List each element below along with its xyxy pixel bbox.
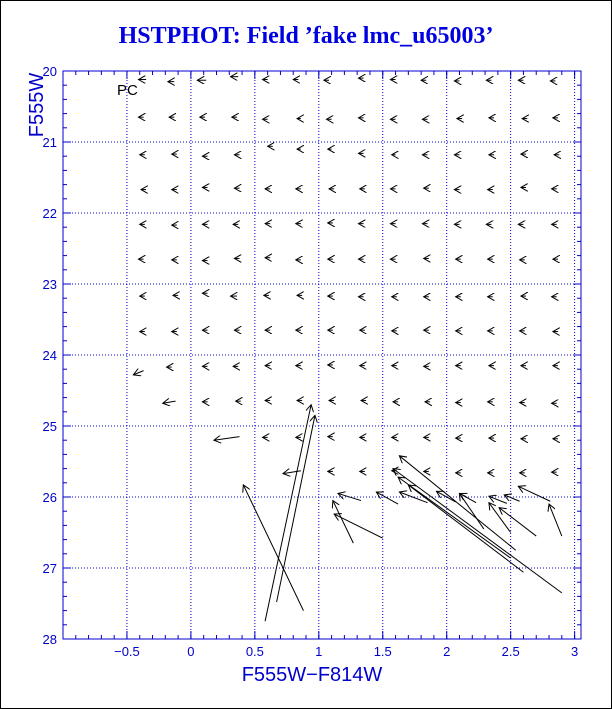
vector-plot bbox=[1, 1, 611, 708]
vector-arrow bbox=[283, 471, 301, 474]
y-tick-label: 27 bbox=[42, 561, 57, 576]
y-tick-label: 22 bbox=[42, 206, 57, 221]
vector-arrow bbox=[459, 493, 476, 502]
vector-arrow bbox=[214, 437, 240, 441]
x-tick-label: 1 bbox=[315, 644, 323, 659]
vector-arrow bbox=[489, 503, 511, 533]
vector-arrow bbox=[398, 477, 511, 558]
y-tick-label: 28 bbox=[42, 632, 57, 647]
vector-arrow bbox=[504, 495, 519, 501]
vector-arrow bbox=[499, 508, 536, 536]
x-tick-label: 0 bbox=[187, 644, 195, 659]
vector-arrow bbox=[277, 415, 315, 602]
chart-title: HSTPHOT: Field ’fake lmc_u65003’ bbox=[118, 23, 494, 49]
x-tick-label: 2 bbox=[443, 644, 451, 659]
vector-arrow bbox=[408, 485, 523, 572]
grid-lines bbox=[63, 71, 581, 639]
vector-arrow bbox=[518, 486, 550, 501]
axis-labels bbox=[26, 73, 382, 686]
y-tick-label: 20 bbox=[42, 64, 57, 79]
axis-ticks bbox=[43, 64, 581, 659]
vector-arrow bbox=[163, 401, 176, 403]
x-tick-label: 0.5 bbox=[245, 644, 264, 659]
x-tick-label: −0.5 bbox=[114, 644, 140, 659]
y-tick-label: 21 bbox=[42, 135, 57, 150]
vector-arrow bbox=[393, 469, 562, 593]
vector-arrow bbox=[265, 405, 311, 622]
x-tick-label: 2.5 bbox=[501, 644, 520, 659]
x-tick-label: 1.5 bbox=[373, 644, 392, 659]
vector-arrows bbox=[133, 77, 561, 622]
y-tick-label: 24 bbox=[42, 348, 57, 363]
x-axis-label: F555W−F814W bbox=[241, 664, 383, 686]
y-tick-label: 25 bbox=[42, 419, 57, 434]
y-tick-label: 23 bbox=[42, 277, 57, 292]
vector-arrow bbox=[376, 492, 398, 504]
vector-arrow bbox=[133, 371, 143, 375]
vector-arrow bbox=[243, 485, 303, 611]
vector-arrow bbox=[436, 491, 455, 502]
vector-arrow bbox=[549, 504, 562, 536]
y-axis-label: F555W bbox=[26, 72, 48, 138]
panel-label: PC bbox=[117, 82, 138, 99]
y-tick-label: 26 bbox=[42, 490, 57, 505]
vector-arrow bbox=[399, 456, 515, 550]
x-tick-label: 3 bbox=[570, 644, 579, 659]
